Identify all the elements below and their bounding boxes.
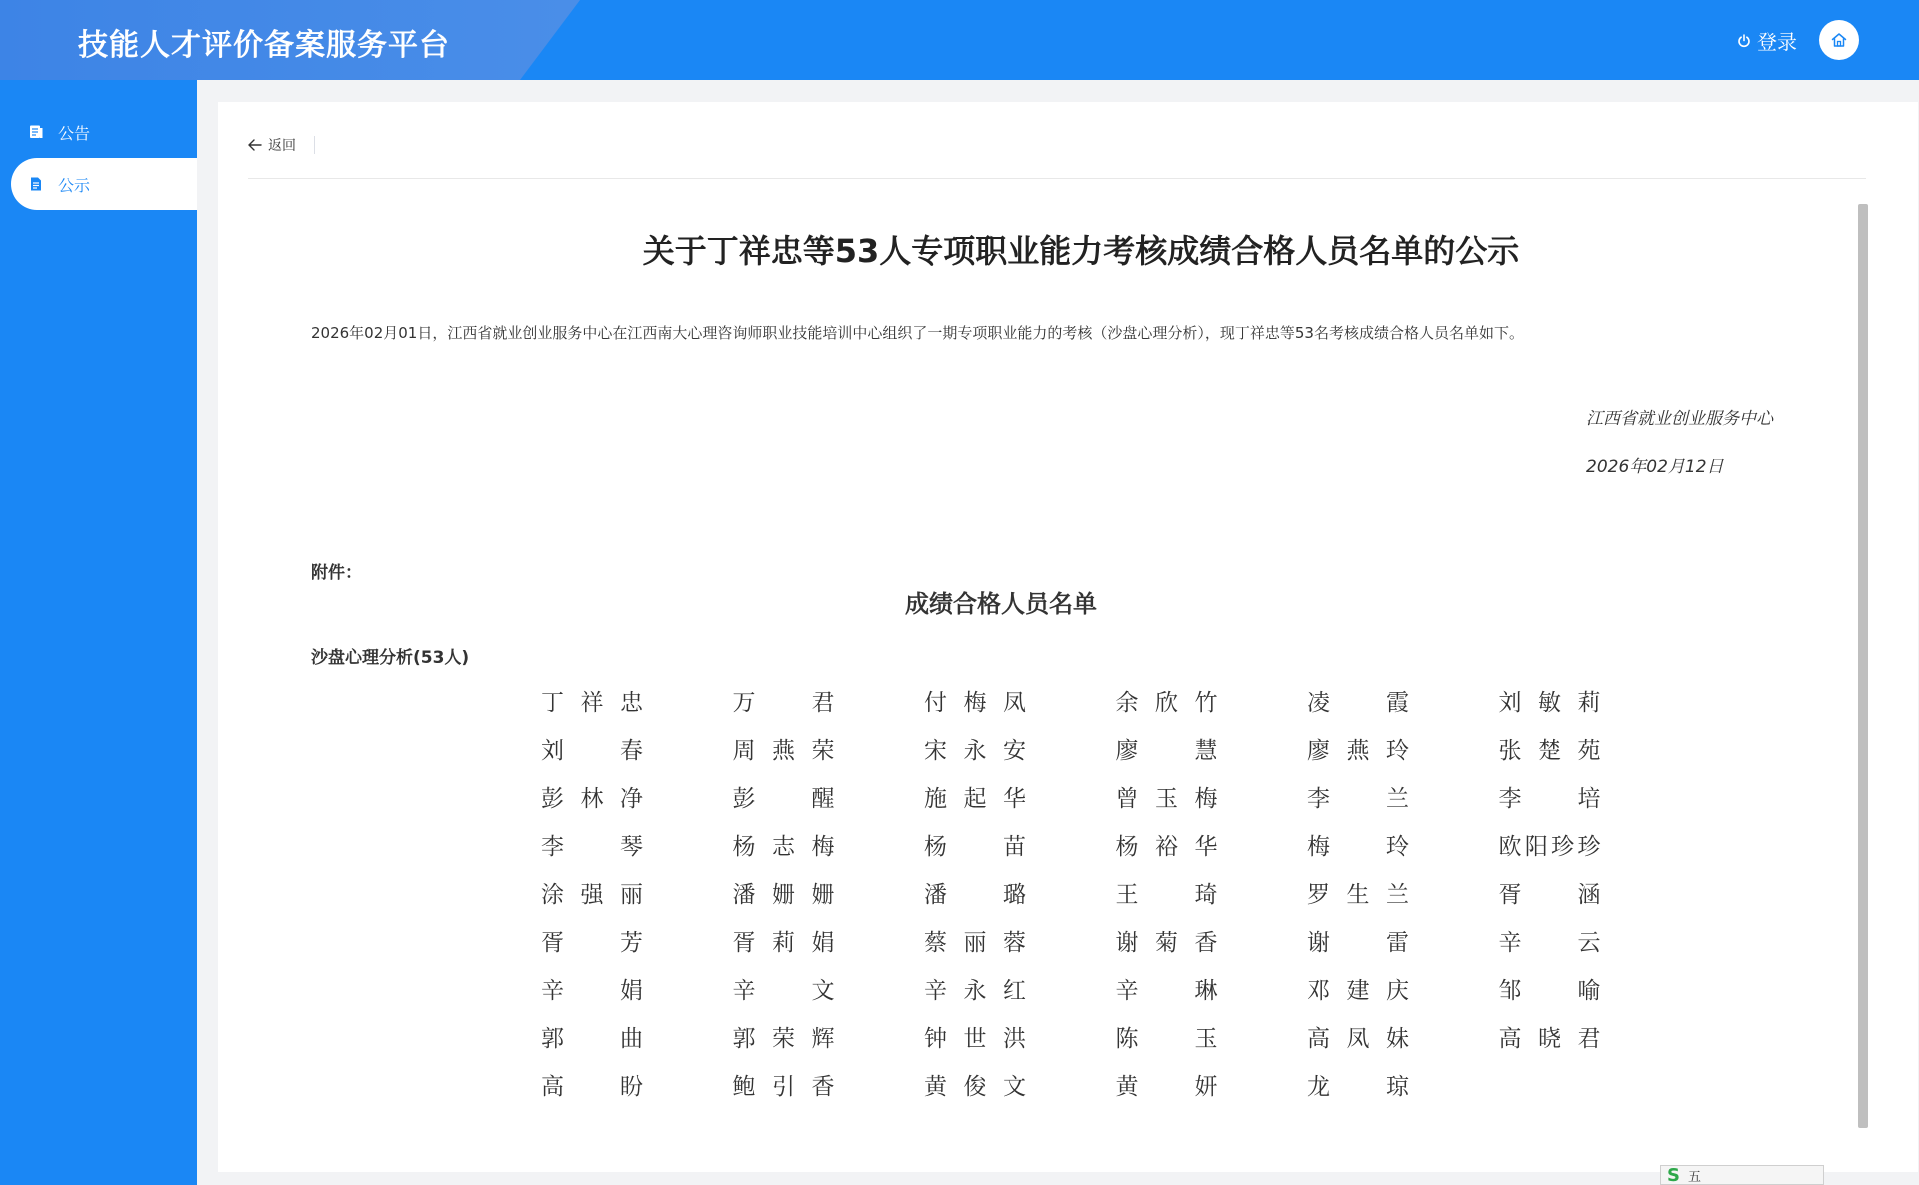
- arrow-left-icon: [248, 139, 262, 151]
- person-name: 丁 祥 忠: [541, 690, 643, 716]
- person-name: 刘 敏 莉: [1498, 690, 1601, 716]
- person-name: 宋 永 安: [924, 738, 1026, 764]
- home-button[interactable]: [1819, 20, 1859, 60]
- person-name: 谢 雷: [1307, 930, 1409, 956]
- person-name: 杨 苗: [924, 834, 1026, 860]
- signature-organization: 江西省就业创业服务中心: [1586, 409, 1773, 429]
- sidebar-item-label: 公示: [58, 175, 91, 195]
- login-button[interactable]: [1737, 26, 1797, 55]
- sidebar-item-publicity[interactable]: [11, 158, 197, 210]
- person-name: 辛 云: [1498, 930, 1601, 956]
- divider: [248, 178, 1866, 179]
- person-name: 胥 莉 娟: [732, 930, 835, 956]
- person-name: 余 欣 竹: [1115, 690, 1218, 716]
- sidebar: [0, 80, 197, 1185]
- names-grid: [541, 688, 1661, 1120]
- list-title: 成绩合格人员名单: [905, 590, 1097, 618]
- person-name: 曾 玉 梅: [1115, 786, 1218, 812]
- signature-date: 2026年02月12日: [1586, 457, 1724, 477]
- person-name: 王 琦: [1115, 882, 1218, 908]
- person-name: 付 梅 凤: [924, 690, 1026, 716]
- person-name: 辛 永 红: [924, 978, 1026, 1004]
- person-name: 蔡 丽 蓉: [924, 930, 1026, 956]
- person-name: 高 凤 妹: [1307, 1026, 1409, 1052]
- notice-title: 关于丁祥忠等53人专项职业能力考核成绩合格人员名单的公示: [642, 232, 1520, 270]
- top-header: [0, 0, 1919, 80]
- content-panel: [218, 102, 1918, 1172]
- person-name: 施 起 华: [924, 786, 1026, 812]
- home-icon: [1830, 31, 1848, 49]
- person-name: 龙 琼: [1307, 1074, 1409, 1100]
- person-name: 郭 荣 辉: [732, 1026, 835, 1052]
- person-name: 欧 阳 珍 珍: [1498, 834, 1601, 860]
- person-name: 郭 曲: [541, 1026, 643, 1052]
- person-name: 辛 琳: [1115, 978, 1218, 1004]
- person-name: 彭 林 净: [541, 786, 643, 812]
- person-name: 刘 春: [541, 738, 643, 764]
- person-name: 杨 志 梅: [732, 834, 835, 860]
- person-name: 辛 文: [732, 978, 835, 1004]
- person-name: 胥 芳: [541, 930, 643, 956]
- person-name: 黄 妍: [1115, 1074, 1218, 1100]
- toolbar: [248, 132, 315, 158]
- person-name: 邓 建 庆: [1307, 978, 1409, 1004]
- person-name: 涂 强 丽: [541, 882, 643, 908]
- person-name: 黄 俊 文: [924, 1074, 1026, 1100]
- person-name: 彭 醒: [732, 786, 835, 812]
- document-icon: [28, 176, 44, 192]
- person-name: 杨 裕 华: [1115, 834, 1218, 860]
- platform-title: 技能人才评价备案服务平台: [78, 28, 450, 63]
- person-name: 周 燕 荣: [732, 738, 835, 764]
- person-name: 谢 菊 香: [1115, 930, 1218, 956]
- attachment-label: 附件：: [311, 563, 362, 583]
- person-name: 邹 喻: [1498, 978, 1601, 1004]
- person-name: 李 琴: [541, 834, 643, 860]
- sidebar-item-announcements[interactable]: [0, 106, 197, 158]
- person-name: 胥 涵: [1498, 882, 1601, 908]
- person-name: 李 培: [1498, 786, 1601, 812]
- person-name: 凌 霞: [1307, 690, 1409, 716]
- person-name: 陈 玉: [1115, 1026, 1218, 1052]
- person-name: 李 兰: [1307, 786, 1409, 812]
- person-name: 梅 玲: [1307, 834, 1409, 860]
- person-name: 罗 生 兰: [1307, 882, 1409, 908]
- person-name: 高 盼: [541, 1074, 643, 1100]
- back-label: 返回: [268, 138, 296, 154]
- person-name: 潘 璐: [924, 882, 1026, 908]
- person-name: 廖 慧: [1115, 738, 1218, 764]
- power-icon: [1737, 34, 1751, 48]
- ime-logo-icon: S: [1667, 1164, 1680, 1185]
- category-label: 沙盘心理分析(53人): [311, 648, 470, 668]
- person-name: 高 晓 君: [1498, 1026, 1601, 1052]
- notice-intro: 2026年02月01日，江西省就业创业服务中心在江西南大心理咨询师职业技能培训中心组织了一期专项职业能力的考核（沙盘心理分析），现丁祥忠等53名考核成绩合格人员名单如下。: [311, 324, 1524, 342]
- person-name: 潘 姗 姗: [732, 882, 835, 908]
- person-name: 辛 娟: [541, 978, 643, 1004]
- ime-toolbar[interactable]: [1660, 1165, 1824, 1185]
- person-name: 张 楚 苑: [1498, 738, 1601, 764]
- announcement-icon: [28, 124, 44, 140]
- ime-mode-label: 五: [1687, 1169, 1701, 1185]
- sidebar-item-label: 公告: [58, 123, 91, 143]
- login-label: 登录: [1757, 30, 1797, 54]
- person-name: 钟 世 洪: [924, 1026, 1026, 1052]
- person-name: 鲍 引 香: [732, 1074, 835, 1100]
- person-name: 万 君: [732, 690, 835, 716]
- scrollbar[interactable]: [1858, 204, 1868, 1128]
- person-name: 廖 燕 玲: [1307, 738, 1409, 764]
- back-button[interactable]: [248, 136, 315, 154]
